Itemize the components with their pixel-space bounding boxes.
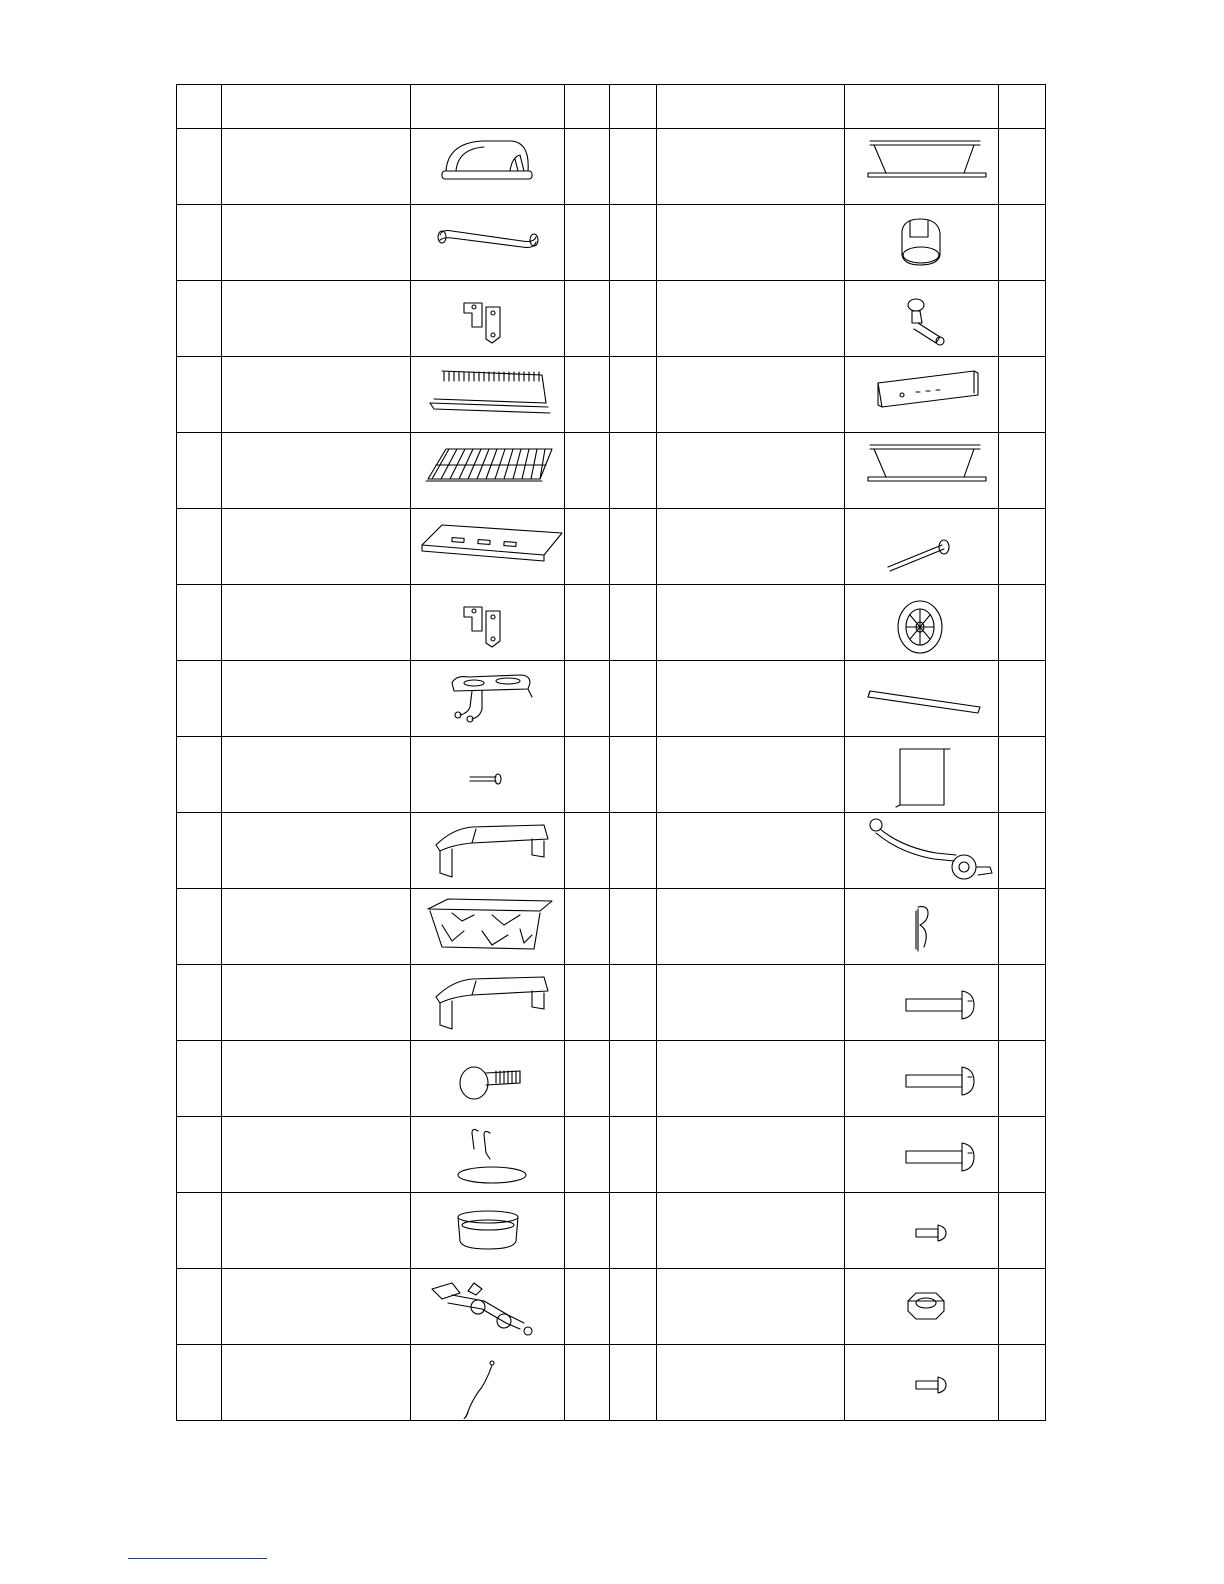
part-qty-left xyxy=(565,1345,610,1421)
part-qty-right xyxy=(999,813,1046,889)
part-number-left xyxy=(177,1269,222,1345)
part-number-right xyxy=(610,281,657,357)
part-name-left xyxy=(222,585,411,661)
part-number-left xyxy=(177,1193,222,1269)
part-qty-left xyxy=(565,1193,610,1269)
part-qty-right xyxy=(999,433,1046,509)
heat-shield-icon xyxy=(412,511,564,583)
firebox-icon xyxy=(412,891,564,963)
table-row xyxy=(177,889,1046,965)
cotter-pin-icon xyxy=(846,891,998,963)
wheel-icon xyxy=(846,587,998,659)
side-shelf-icon xyxy=(412,815,564,887)
part-qty-right xyxy=(999,1269,1046,1345)
table-row xyxy=(177,129,1046,205)
carriage-bolt-icon xyxy=(412,1043,564,1115)
part-number-right xyxy=(610,1117,657,1193)
part-qty-right xyxy=(999,1117,1046,1193)
bolt-icon xyxy=(846,1119,998,1191)
part-name-left xyxy=(222,357,411,433)
part-picture-right xyxy=(845,1117,999,1193)
part-qty-left xyxy=(565,129,610,205)
part-name-left xyxy=(222,1041,411,1117)
part-picture-left xyxy=(411,813,565,889)
part-number-right xyxy=(610,585,657,661)
part-picture-right xyxy=(845,737,999,813)
part-number-right xyxy=(610,813,657,889)
part-name-left xyxy=(222,129,411,205)
part-picture-left xyxy=(411,585,565,661)
side-shelf-icon xyxy=(412,967,564,1039)
short-bolt-icon xyxy=(846,1195,998,1267)
part-picture-right xyxy=(845,357,999,433)
hinge-bracket-icon xyxy=(412,587,564,659)
part-number-left xyxy=(177,433,222,509)
part-name-right xyxy=(657,433,845,509)
warming-rack-icon xyxy=(412,359,564,431)
part-name-right xyxy=(657,737,845,813)
grease-cup-icon xyxy=(412,1195,564,1267)
part-qty-right xyxy=(999,129,1046,205)
part-name-right xyxy=(657,661,845,737)
part-qty-left xyxy=(565,281,610,357)
part-qty-right xyxy=(999,737,1046,813)
part-qty-right xyxy=(999,889,1046,965)
lid-handle-icon xyxy=(412,207,564,279)
table-row xyxy=(177,813,1046,889)
part-name-right xyxy=(657,1193,845,1269)
part-picture-left xyxy=(411,509,565,585)
part-qty-right xyxy=(999,357,1046,433)
part-picture-right xyxy=(845,813,999,889)
part-name-right xyxy=(657,357,845,433)
part-qty-left xyxy=(565,737,610,813)
lid-icon xyxy=(412,131,564,203)
part-picture-left xyxy=(411,1269,565,1345)
part-number-right xyxy=(610,1193,657,1269)
part-qty-left xyxy=(565,1117,610,1193)
part-number-left xyxy=(177,509,222,585)
part-qty-right xyxy=(999,1041,1046,1117)
part-number-left xyxy=(177,813,222,889)
part-name-left xyxy=(222,737,411,813)
axle-icon xyxy=(846,511,998,583)
part-picture-right xyxy=(845,433,999,509)
header-no-right xyxy=(610,85,657,129)
part-number-left xyxy=(177,737,222,813)
part-number-left xyxy=(177,357,222,433)
part-name-right xyxy=(657,889,845,965)
part-number-right xyxy=(610,1345,657,1421)
table-row xyxy=(177,965,1046,1041)
igniter-icon xyxy=(846,283,998,355)
header-qty-right xyxy=(999,85,1046,129)
header-no-left xyxy=(177,85,222,129)
table-row xyxy=(177,205,1046,281)
crossbar-icon xyxy=(846,663,998,735)
part-number-left xyxy=(177,1117,222,1193)
header-picture-left xyxy=(411,85,565,129)
table-row xyxy=(177,1345,1046,1421)
part-name-right xyxy=(657,1345,845,1421)
part-name-right xyxy=(657,129,845,205)
part-picture-left xyxy=(411,1193,565,1269)
part-name-left xyxy=(222,889,411,965)
header-name-left xyxy=(222,85,411,129)
part-picture-right xyxy=(845,281,999,357)
table-row xyxy=(177,1193,1046,1269)
part-name-right xyxy=(657,965,845,1041)
table-row xyxy=(177,1041,1046,1117)
part-number-left xyxy=(177,205,222,281)
bolt-icon xyxy=(846,967,998,1039)
part-picture-left xyxy=(411,661,565,737)
part-picture-right xyxy=(845,509,999,585)
part-qty-left xyxy=(565,813,610,889)
burner-icon xyxy=(412,663,564,735)
cart-frame-icon xyxy=(846,435,998,507)
hinge-bracket-icon xyxy=(412,283,564,355)
part-number-left xyxy=(177,661,222,737)
part-name-right xyxy=(657,585,845,661)
part-picture-right xyxy=(845,889,999,965)
part-qty-left xyxy=(565,889,610,965)
part-name-right xyxy=(657,281,845,357)
table-row xyxy=(177,737,1046,813)
control-knob-icon xyxy=(846,207,998,279)
cooking-grate-icon xyxy=(412,435,564,507)
table-row xyxy=(177,357,1046,433)
back-panel-icon xyxy=(846,739,998,811)
part-number-right xyxy=(610,129,657,205)
part-number-right xyxy=(610,205,657,281)
table-row xyxy=(177,281,1046,357)
part-picture-left xyxy=(411,357,565,433)
part-qty-right xyxy=(999,585,1046,661)
part-name-right xyxy=(657,813,845,889)
part-picture-right xyxy=(845,661,999,737)
part-number-right xyxy=(610,1041,657,1117)
electrode-wire-icon xyxy=(412,1347,564,1419)
part-name-left xyxy=(222,1269,411,1345)
valve-manifold-icon xyxy=(412,1271,564,1343)
table-row xyxy=(177,585,1046,661)
part-number-right xyxy=(610,509,657,585)
part-number-right xyxy=(610,889,657,965)
part-qty-left xyxy=(565,585,610,661)
table-row xyxy=(177,1117,1046,1193)
part-name-left xyxy=(222,1345,411,1421)
part-number-left xyxy=(177,965,222,1041)
part-name-right xyxy=(657,1269,845,1345)
short-bolt-icon xyxy=(846,1347,998,1419)
part-number-right xyxy=(610,737,657,813)
part-number-left xyxy=(177,585,222,661)
part-qty-left xyxy=(565,205,610,281)
part-name-right xyxy=(657,509,845,585)
tank-hook-icon xyxy=(412,1119,564,1191)
parts-list-table xyxy=(176,84,1046,1421)
part-number-right xyxy=(610,965,657,1041)
part-name-left xyxy=(222,433,411,509)
header-qty-left xyxy=(565,85,610,129)
part-picture-left xyxy=(411,281,565,357)
part-qty-right xyxy=(999,281,1046,357)
part-qty-right xyxy=(999,1345,1046,1421)
part-qty-left xyxy=(565,357,610,433)
part-number-left xyxy=(177,1345,222,1421)
part-qty-left xyxy=(565,1041,610,1117)
part-name-right xyxy=(657,205,845,281)
part-picture-left xyxy=(411,1345,565,1421)
part-picture-right xyxy=(845,585,999,661)
part-qty-left xyxy=(565,1269,610,1345)
regulator-hose-icon xyxy=(846,815,998,887)
part-picture-right xyxy=(845,1193,999,1269)
part-number-left xyxy=(177,281,222,357)
table-header-row xyxy=(177,85,1046,129)
part-picture-left xyxy=(411,433,565,509)
part-number-left xyxy=(177,1041,222,1117)
part-name-left xyxy=(222,661,411,737)
part-qty-left xyxy=(565,965,610,1041)
part-number-right xyxy=(610,357,657,433)
control-panel-icon xyxy=(846,359,998,431)
part-number-left xyxy=(177,889,222,965)
part-name-right xyxy=(657,1041,845,1117)
part-qty-left xyxy=(565,661,610,737)
part-number-left xyxy=(177,129,222,205)
part-picture-left xyxy=(411,889,565,965)
part-qty-right xyxy=(999,661,1046,737)
table-row xyxy=(177,509,1046,585)
part-name-left xyxy=(222,281,411,357)
table-row xyxy=(177,433,1046,509)
part-name-left xyxy=(222,1193,411,1269)
part-picture-right xyxy=(845,205,999,281)
part-qty-right xyxy=(999,1193,1046,1269)
part-picture-right xyxy=(845,1269,999,1345)
part-name-left xyxy=(222,205,411,281)
part-picture-left xyxy=(411,1117,565,1193)
part-name-right xyxy=(657,1117,845,1193)
part-qty-right xyxy=(999,205,1046,281)
part-name-left xyxy=(222,813,411,889)
part-picture-left xyxy=(411,737,565,813)
part-number-right xyxy=(610,1269,657,1345)
part-picture-left xyxy=(411,965,565,1041)
table-row xyxy=(177,661,1046,737)
table-row xyxy=(177,1269,1046,1345)
part-qty-left xyxy=(565,509,610,585)
part-number-right xyxy=(610,661,657,737)
part-picture-right xyxy=(845,965,999,1041)
part-picture-right xyxy=(845,129,999,205)
header-name-right xyxy=(657,85,845,129)
part-name-left xyxy=(222,509,411,585)
part-qty-left xyxy=(565,433,610,509)
pin-icon xyxy=(412,739,564,811)
part-qty-right xyxy=(999,965,1046,1041)
cart-frame-icon xyxy=(846,131,998,203)
part-number-right xyxy=(610,433,657,509)
part-picture-right xyxy=(845,1041,999,1117)
part-picture-left xyxy=(411,205,565,281)
part-picture-left xyxy=(411,129,565,205)
part-qty-right xyxy=(999,509,1046,585)
footer-link-underline xyxy=(128,1558,267,1559)
part-name-left xyxy=(222,965,411,1041)
bolt-icon xyxy=(846,1043,998,1115)
part-picture-right xyxy=(845,1345,999,1421)
part-picture-left xyxy=(411,1041,565,1117)
header-picture-right xyxy=(845,85,999,129)
hex-nut-icon xyxy=(846,1271,998,1343)
part-name-left xyxy=(222,1117,411,1193)
